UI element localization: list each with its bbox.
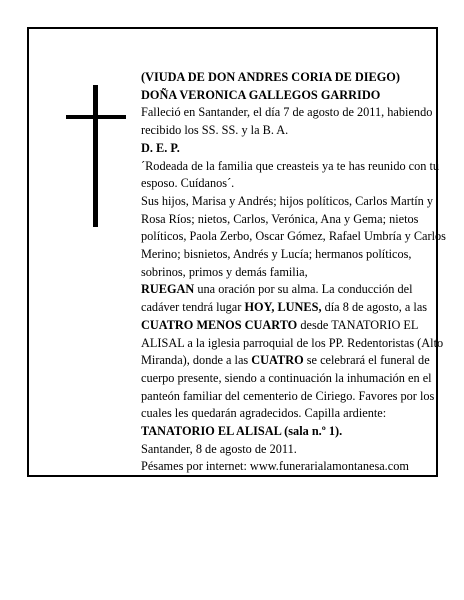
cross-icon-vertical-bar — [93, 85, 98, 227]
dep-line: D. E. P. — [141, 140, 180, 155]
deceased-name: DOÑA VERONICA GALLEGOS GARRIDO — [141, 87, 381, 102]
ceremony-details: RUEGAN una oración por su alma. La conducción del cadáver tendrá lugar HOY, LUNES, día 8 de agosto, a las CUATRO MENOS CUARTO desde TANATORIO EL ALISAL a la iglesia parroquial de los PP. Redentoristas (Alto Miranda), donde a las CUATRO se celebrará el funeral de cuerpo presente, siendo a continuación la inhumación en el panteón familiar del cementerio de Ciriego. Favores por los cuales les quedarán agradecidos. Capilla ardiente: — [141, 282, 444, 421]
cuatro: CUATRO — [251, 353, 304, 368]
cross-icon-horizontal-bar — [66, 115, 126, 119]
family-list: Sus hijos, Marisa y Andrés; hijos políticos, Carlos Martín y Rosa Ríos; nietos, Carlos, Verónica, Ana y Gema; nietos políticos, Paola Zerbo, Oscar Gómez, Rafael Umbría y Carlos Merino; bisnietos, Andrés y Lucía; hermanos políticos, sobrinos, primos y demás familia, — [141, 193, 446, 279]
ruegan-word: RUEGAN — [141, 282, 195, 297]
pesames-line: Pésames por internet: www.funerarialamontanesa.com — [141, 459, 409, 474]
tanatorio-line: TANATORIO EL ALISAL (sala n.º 1). — [141, 424, 343, 439]
obituary-frame — [27, 27, 446, 477]
quote: ´Rodeada de la familia que creasteis ya te has reunido con tu esposo. Cuídanos´. — [141, 158, 440, 191]
obituary-text — [141, 69, 449, 476]
cuatro-menos-cuarto: CUATRO MENOS CUARTO — [141, 317, 298, 332]
death-statement: Falleció en Santander, el día 7 de agosto de 2011, habiendo recibido los SS. SS. y la B. A. — [141, 105, 433, 138]
hoy-lunes: HOY, LUNES, — [244, 300, 322, 315]
widow-line: (VIUDA DE DON ANDRES CORIA DE DIEGO) — [141, 70, 400, 84]
place-date: Santander, 8 de agosto de 2011. — [141, 441, 297, 456]
